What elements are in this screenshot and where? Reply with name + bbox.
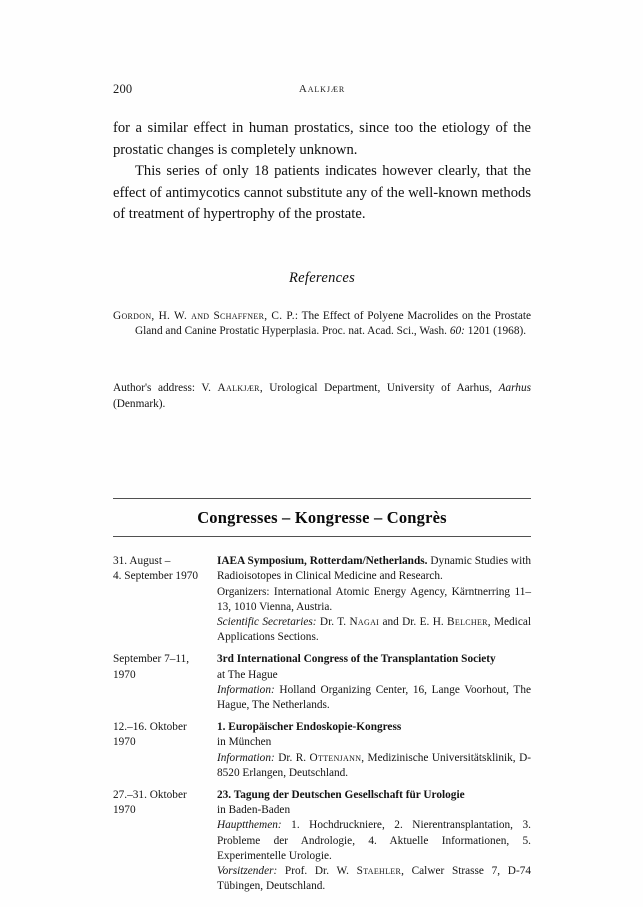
running-head xyxy=(113,82,531,100)
date-line: 1970 xyxy=(113,668,136,681)
chair-text: Prof. Dr. W. xyxy=(277,864,357,877)
reference-item xyxy=(113,309,531,340)
congress-entry-place: in Baden-Baden xyxy=(217,804,291,817)
congress-entry-title: 23. Tagung der Deutschen Gesellschaft für Urologie xyxy=(217,788,465,801)
congress-entry-body xyxy=(217,652,531,713)
congress-entry-title-line xyxy=(217,788,531,803)
information-text: , Medizinische Universitätsklinik, D-8520 Erlangen, Deutschland. xyxy=(217,751,531,779)
secretaries-text: Dr. T. xyxy=(316,615,350,628)
secretary-name: Nagai xyxy=(349,615,380,628)
congress-entry-body xyxy=(217,788,531,894)
author-address-city: Aarhus xyxy=(498,382,531,395)
author-address-label: Author's address: V. xyxy=(113,382,218,395)
congress-entry-body xyxy=(217,720,531,781)
congress-entry-title-line xyxy=(217,554,531,584)
information-text: Dr. R. xyxy=(274,751,310,764)
congress-entry-place: in München xyxy=(217,736,272,749)
reference-pages: 1201 (1968). xyxy=(464,324,527,337)
author-address xyxy=(113,381,531,412)
congress-entry-title: IAEA Symposium, Rotterdam/Netherlands. xyxy=(217,555,428,568)
page-number: 200 xyxy=(113,82,133,96)
congress-entry-date xyxy=(113,652,217,713)
congress-entry-title-line xyxy=(217,652,531,667)
congress-entry xyxy=(113,788,531,894)
date-line: September 7–11, xyxy=(113,653,190,666)
congress-entries xyxy=(113,554,531,894)
congress-entry-date xyxy=(113,788,217,894)
congresses-section xyxy=(113,498,531,894)
information-name: Ottenjann xyxy=(309,751,362,764)
congresses-heading: Congresses – Kongresse – Congrès xyxy=(197,508,447,528)
congress-entry-information xyxy=(217,751,531,781)
congress-entry xyxy=(113,652,531,713)
secretary-name: Belcher xyxy=(447,615,488,628)
author-address-country: (Denmark). xyxy=(113,397,166,410)
reference-authors: Gordon, H. W. and Schaffner, C. P. xyxy=(113,309,295,322)
information-label: Information: xyxy=(217,683,275,696)
secretaries-label: Scientific Secretaries: xyxy=(217,615,317,628)
body-paragraph: for a similar effect in human prostatics, since too the etiology of the prostatic changes is completely unknown. xyxy=(113,120,531,158)
rule-bottom xyxy=(113,536,531,537)
references-heading: References xyxy=(288,269,356,286)
reference-volume: 60: xyxy=(449,324,465,337)
congress-entry-place: at The Hague xyxy=(217,668,278,681)
text-block xyxy=(113,82,531,901)
congress-entry-body xyxy=(217,554,531,645)
congress-entry-subtitle: Dynamic Studies with Radioisotopes in Clinical Medicine and Research. xyxy=(217,555,532,583)
congress-entry-chair xyxy=(217,864,531,894)
running-head-author: Aalkjær xyxy=(298,83,346,95)
secretaries-text: , Medical Applications Sections. xyxy=(217,615,531,644)
date-line: 27.–31. Oktober xyxy=(113,788,187,801)
chair-label: Vorsitzender: xyxy=(217,864,278,877)
body-paragraph: This series of only 18 patients indicates however clearly, that the effect of antimycotics cannot substitute any of the well-known methods of treatment of hypertrophy of the prostate. xyxy=(113,163,531,222)
date-line: 1970 xyxy=(113,736,136,749)
congress-entry-organizers: Organizers: International Atomic Energy Agency, Kärntnerring 11–13, 1010 Vienna, Austria. xyxy=(217,585,531,613)
congress-entry-title: 3rd International Congress of the Transplantation Society xyxy=(217,653,496,666)
congress-entry-date xyxy=(113,720,217,781)
date-line: 12.–16. Oktober xyxy=(113,721,187,734)
secretaries-text: and Dr. E. H. xyxy=(379,615,448,628)
congress-entry-secretaries xyxy=(217,615,531,645)
date-line: 4. September 1970 xyxy=(113,570,199,583)
date-line: 31. August – xyxy=(113,555,171,568)
author-address-text: , Urological Department, University of Aarhus, xyxy=(259,382,499,395)
congress-entry-date xyxy=(113,554,217,645)
information-label: Information: xyxy=(217,751,275,764)
congress-entry-title-line xyxy=(217,720,531,735)
congress-entry-information xyxy=(217,683,531,713)
date-line: 1970 xyxy=(113,804,136,817)
information-text: Holland Organizing Center, 16, Lange Voorhout, The Hague, The Netherlands. xyxy=(217,683,531,711)
congress-entry xyxy=(113,554,531,645)
congress-entry-title: 1. Europäischer Endoskopie-Kongress xyxy=(217,721,402,734)
topics-label: Hauptthemen: xyxy=(217,819,282,832)
topics-text: 1. Hochdruckniere, 2. Nierentransplantation, 3. Probleme der Andrologie, 4. Aktuelle Informationen, 5. Experimentelle Urologie. xyxy=(217,819,531,862)
reference-list xyxy=(113,309,531,340)
rule-top xyxy=(113,498,531,499)
reference-text: : The Effect of Polyene Macrolides on the Prostate Gland and Canine Prostatic Hyperplasia. Proc. nat. Acad. Sci., Wash. xyxy=(135,309,531,337)
author-address-name: Aalkjær xyxy=(217,382,260,395)
chair-text: , Calwer Strasse 7, D-74 Tübingen, Deutschland. xyxy=(217,864,531,893)
congress-entry xyxy=(113,720,531,781)
chair-name: Staehler xyxy=(356,864,402,877)
congress-entry-topics xyxy=(217,818,531,864)
